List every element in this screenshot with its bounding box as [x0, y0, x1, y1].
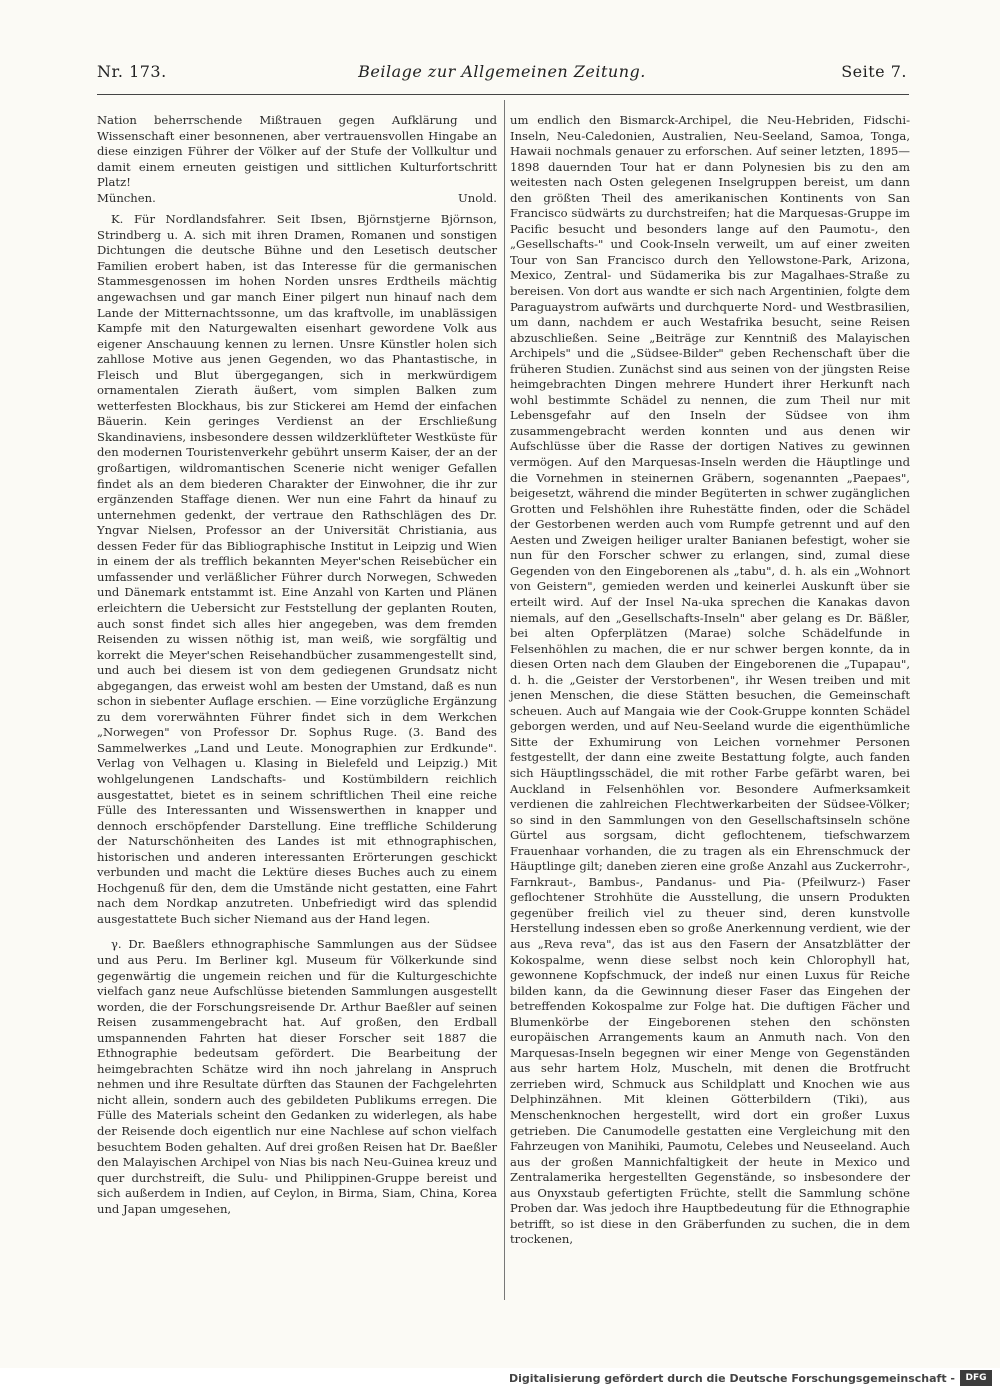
signature-line: [97, 191, 497, 207]
left-column: [97, 113, 497, 1217]
dfg-logo: DFG: [960, 1370, 992, 1386]
baessler-article: γ. Dr. Baeßlers ethnographische Sammlungen aus der Südsee und aus Peru. Im Berliner kgl. Museum für Völkerkunde sind gegenwärtig die ungemein reichen und für die Kulturgeschichte vielfach ganz neue Aufschlüsse bietenden Sammlungen ausgestellt worden, die der Forschungsreisende Dr. Arthur Baeßler auf seinen Reisen zusammengebracht hat. Auf großen, den Erdball umspannenden Fahrten hat dieser Forscher seit 1887 die Ethnographie bedeutsam gefördert. Die Bearbeitung der heimgebrachten Schätze wird ihn noch jahrelang in Anspruch nehmen und ihre Resultate dürften das Staunen der Fachgelehrten nicht allein, sondern auch des gebildeten Publikums erregen. Die Fülle des Materials scheint den Gedanken zu widerlegen, als habe der Reisende doch eigentlich nur eine Nachlese auf schon vielfach besuchtem Boden gehalten. Auf drei großen Reisen hat Dr. Baeßler den Malayischen Archipel von Nias bis nach Neu-Guinea kreuz und quer durchstreift, die Sulu- und Philippinen-Gruppe bereist und sich außerdem in Indien, auf Ceylon, in Birma, Siam, China, Korea und Japan umgesehen,: [97, 937, 497, 1216]
digitization-footer: [0, 1368, 1000, 1390]
signature-author: Unold.: [457, 190, 497, 205]
right-column: [510, 113, 910, 1248]
header-rule: [97, 94, 909, 95]
intro-paragraph: Nation beherrschende Mißtrauen gegen Aufklärung und Wissenschaft einer besonnenen, aber vertrauensvollen Hingabe an diese einzigen Führer der Völker auf der Stufe der Vollkultur und damit einem erneuten geistigen und sittlichen Kulturfortschritt Platz!: [97, 113, 497, 190]
signature-place: München.: [97, 190, 156, 205]
article-gap: [97, 927, 497, 937]
column-divider: [504, 100, 505, 1300]
baessler-article-continued: um endlich den Bismarck-Archipel, die Neu-Hebriden, Fidschi-Inseln, Neu-Caledonien, Australien, Neu-Seeland, Samoa, Tonga, Hawaii nochmals genauer zu erforschen. Auf seiner letzten, 1895—1898 dauernden Tour hat er dann Polynesien bis zu den am weitesten nach Osten gelegenen Inselgruppen bereist, um dann den größten Theil des amerikanischen Kontinents von San Francisco südwärts zu durchstreifen; hat die Marquesas-Gruppe im Pacific besucht und besonders lange auf den Paumotu-, den „Gesellschafts-" und Cook-Inseln verweilt, um auf einer zweiten Tour von San Francisco durch den Yellowstone-Park, Arizona, Mexico, Zentral- und Südamerika bis zur Magalhaes-Straße zu bereisen. Von dort aus wandte er sich nach Argentinien, folgte dem Paraguaystrom aufwärts und durchquerte Nord- und Westbrasilien, um dann, nachdem er auch Westafrika besucht, seine Reisen abzuschließen. Seine „Beiträge zur Kenntniß des Malayischen Archipels" und die „Südsee-Bilder" geben Rechenschaft über die früheren Studien. Zunächst sind aus seinen von der jüngsten Reise heimgebrachten Dingen mehrere Hundert ihrer Herkunft nach wohl bestimmte Schädel zu nennen, die zum Theil nur mit Lebensgefahr auf den Inseln der Südsee von ihm zusammengebracht werden konnten und aus denen wir Aufschlüsse über die Rasse der dortigen Natives zu gewinnen vermögen. Auf den Marquesas-Inseln werden die Häuptlinge und die Vornehmen in steinernen Gräbern, sogenannten „Paepaes", beigesetzt, während die minder Begüterten in schwer zugänglichen Grotten und Felshöhlen ihre Ruhestätte finden, oder die Schädel der Gestorbenen werden auch vom Rumpfe getrennt und auf den Aesten und Zweigen heiliger uralter Banianen befestigt, woher sie nun für den Forscher schwer zu erlangen, sind, zumal diese Gegenden von den Eingeborenen als „tabu", d. h. als ein „Wohnort von Geistern", gemieden werden und keinerlei Auskunft über sie erteilt wird. Auf der Insel Na-uka sprechen die Kanakas davon niemals, auf den „Gesellschafts-Inseln" aber gelang es Dr. Bäßler, bei alten Opferplätzen (Marae) solche Schädelfunde in Felsenhöhlen zu machen, die er nur schwer bergen konnte, da in diesen Orten nach dem Glauben der Eingeborenen die „Tupapau", d. h. die „Geister der Verstorbenen", ihr Wesen treiben und mit jenen Menschen, die diese Stätten besuchen, die Gemeinschaft scheuen. Auch auf Mangaia wie der Cook-Gruppe konnten Schädel geborgen werden, und auf Neu-Seeland wurde die eigenthümliche Sitte der Exhumirung von Leichen vornehmer Personen festgestellt, der dann eine zweite Bestattung folgte, auch fanden sich Häuptlingsschädel, die mit rother Farbe gefärbt waren, bei Auckland in Felsenhöhlen vor. Besondere Aufmerksamkeit verdienen die zahlreichen Flechtwerkarbeiten der Südsee-Völker; so sind in den Sammlungen von den Gesellschaftsinseln schöne Gürtel aus sorgsam, dicht geflochtenem, tiefschwarzem Frauenhaar vorhanden, die zu tragen als ein Ehrenschmuck der Häuptlinge gilt; daneben zieren eine große Anzahl aus Zuckerrohr-, Farnkraut-, Bambus-, Pandanus- und Pia- (Pfeilwurz-) Faser geflochtener Strohhüte die Ausstellung, die unsern Produkten gegenüber freilich viel zu theuer sind, deren kunstvolle Herstellung indessen eben so große Anerkennung verdient, wie der aus „Reva reva", das ist aus den Fasern der Ansatzblätter der Kokospalme, wenn diese selbst noch kein Chlorophyll hat, gewonnene Kopfschmuck, der indeß nur einen Luxus für Reiche bilden kann, da die Gewinnung dieser Faser das Eingehen der betreffenden Kokospalme zur Folge hat. Die duftigen Fächer und Blumenkörbe der Eingeborenen stehen den schönsten europäischen Arrangements kaum an Anmuth nach. Von den Marquesas-Inseln begegnen wir einer Menge von Gegenständen aus sehr hartem Holz, Muscheln, mit denen die Brotfrucht zerrieben wird, Schmuck aus Schildplatt und Knochen wie aus Delphinzähnen. Mit kleinen Götterbildern (Tiki), aus Menschenknochen hergestellt, wird dort ein großer Luxus getrieben. Die Canumodelle gestatten eine Vergleichung mit den Fahrzeugen von Manihiki, Paumotu, Celebes und Neuseeland. Auch aus der großen Mannichfaltigkeit der heute in Mexico und Zentralamerika hergestellten Gegenstände, so insbesondere der aus Onyxstaub gefertigten Früchte, stellt die Sammlung schöne Proben dar. Was jedoch ihre Hauptbedeutung für die Ethnographie betrifft, so ist diese in den Gräberfunden zu suchen, die in dem trockenen,: [510, 113, 910, 1247]
issue-number: Nr. 173.: [97, 62, 167, 81]
footer-credit: Digitalisierung gefördert durch die Deutsche Forschungsgemeinschaft -: [508, 1372, 955, 1385]
supplement-title: Beilage zur Allgemeinen Zeitung.: [358, 62, 646, 81]
nordland-article: K. Für Nordlandsfahrer. Seit Ibsen, Björnstjerne Björnson, Strindberg u. A. sich mit ihren Dramen, Romanen und sonstigen Dichtungen die deutsche Bühne und den Lesetisch deutscher Familien erobert haben, ist das Interesse für die germanischen Stammesgenossen im hohen Norden unsres Erdtheils mächtig angewachsen und gar manch Einer pilgert nun hinauf nach dem Lande der Mitternachtssonne, um das kraftvolle, im unablässigen Kampfe mit den Naturgewalten eisenhart gewordene Volk aus eigener Anschauung kennen zu lernen. Unsre Künstler holen sich zahllose Motive aus jenen Gegenden, wo das Phantastische, in Fleisch und Blut übergegangen, sich in merkwürdigem ornamentalen Zierath äußert, vom simplen Balken zum wetterfesten Blockhaus, bis zur Stickerei am Hemd der einfachen Bäuerin. Kein geringes Verdienst an der Erschließung Skandinaviens, insbesondere dessen wildzerklüfteter Westküste für den modernen Touristenverkehr gebührt unserm Kaiser, der an der großartigen, wildromantischen Scenerie nicht weniger Gefallen findet als an dem biederen Charakter der Einwohner, die ihr zur ergänzenden Staffage dienen. Wer nun eine Fahrt da hinauf zu unternehmen gedenkt, der vertraue den Rathschlägen des Dr. Yngvar Nielsen, Professor an der Universität Christiania, aus dessen Feder für das Bibliographische Institut in Leipzig und Wien in einem der als trefflich bekannten Meyer'schen Reisebücher ein umfassender und verläßlicher Führer durch Norwegen, Schweden und Dänemark entstammt ist. Eine Anzahl von Karten und Plänen erleichtern die Uebersicht zur Feststellung der geplanten Routen, auch sonst findet sich alles hier angegeben, was dem fremden Reisenden zu wissen nöthig ist, man weiß, wie sorgfältig und korrekt die Meyer'schen Reisehandbücher zusammengestellt sind, und auch bei diesem ist von dem gediegenen Grundsatz nicht abgegangen, das erweist wohl am besten der Umstand, daß es nun schon in siebenter Auflage erschien. — Eine vorzügliche Ergänzung zu dem vorerwähnten Führer findet sich in dem Werkchen „Norwegen" von Professor Dr. Sophus Ruge. (3. Band des Sammelwerkes „Land und Leute. Monographien zur Erdkunde". Verlag von Velhagen u. Klasing in Bielefeld und Leipzig.) Mit wohlgelungenen Landschafts- und Kostümbildern reichlich ausgestattet, bietet es in seinem schriftlichen Theil eine reiche Fülle des Interessanten und Wissenswerthen in knapper und dennoch erschöpfender Darstellung. Eine treffliche Schilderung der Naturschönheiten des Landes ist mit ethnographischen, historischen und anderen interessanten Erörterungen geschickt verbunden und macht die Lektüre dieses Buches auch zu einem Hochgenuß für den, dem die Umstände nicht gestatten, eine Fahrt nach dem Nordkap anzutreten. Unbefriedigt wird das splendid ausgestattete Buch sicher Niemand aus der Hand legen.: [97, 212, 497, 926]
page-number: Seite 7.: [841, 62, 907, 81]
page-header: [97, 62, 907, 90]
